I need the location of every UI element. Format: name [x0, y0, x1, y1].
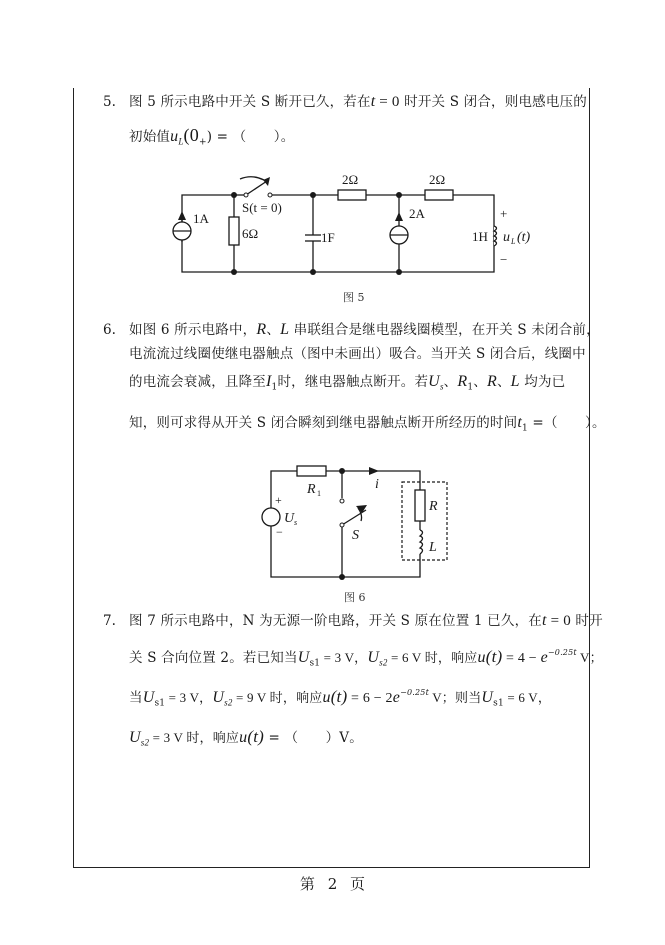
- figure-6-circuit: [255, 458, 465, 592]
- label-R1: R: [307, 482, 316, 497]
- var-I: I: [266, 373, 272, 390]
- page-number-value: 2: [327, 875, 338, 893]
- label-current-i: i: [375, 477, 379, 492]
- var-R: R: [256, 321, 267, 338]
- label-R: R: [429, 499, 438, 514]
- label-minus: −: [276, 525, 283, 539]
- q6-line-2: [129, 345, 586, 363]
- label-plus: +: [275, 493, 282, 507]
- label-switch: S(t = 0): [242, 200, 282, 215]
- sep: 、: [266, 322, 281, 338]
- sub-s1: s1: [309, 658, 321, 669]
- sub-L: L: [178, 136, 184, 147]
- var-u: u: [170, 128, 179, 145]
- var-U: U: [129, 729, 141, 746]
- value: = 6 V，: [503, 690, 552, 705]
- sep: 、: [443, 374, 458, 390]
- label-L: L: [429, 540, 437, 555]
- q6-line-3: [129, 373, 565, 397]
- q7-line-3: [129, 684, 551, 713]
- label-plus: +: [500, 206, 508, 221]
- equation: = 4 −: [502, 651, 541, 666]
- sub-plus: +: [198, 137, 207, 148]
- var-t: t: [370, 93, 376, 110]
- q7-text: 当: [129, 690, 143, 706]
- sub-1: 1: [522, 423, 528, 434]
- q7-line-4: [129, 728, 363, 752]
- value: = 6 V 时，响应: [387, 650, 478, 665]
- label-2ohm-right: 2Ω: [429, 172, 446, 187]
- sub-s2: s2: [140, 737, 150, 748]
- var-U: U: [142, 689, 155, 706]
- q7-eq: = 0: [546, 613, 571, 629]
- q7-line-2: [129, 644, 603, 673]
- paren-0: (0: [183, 125, 199, 145]
- q5-line-2: [129, 126, 294, 152]
- var-U: U: [297, 649, 310, 666]
- var-R: R: [486, 373, 497, 390]
- q7-text: 时开: [570, 613, 603, 629]
- label-uL: u: [503, 230, 510, 245]
- var-u: u: [477, 649, 486, 666]
- sub-s2: s2: [224, 697, 233, 708]
- figure-5-circuit: [160, 168, 540, 292]
- arg-t: (t): [330, 687, 348, 706]
- answer-blank: = （ ）V。: [263, 730, 363, 746]
- q6-text: 的电流会衰减，且降至: [129, 374, 266, 390]
- label-1A: 1A: [193, 211, 209, 226]
- sep: 、: [496, 374, 511, 390]
- page-prefix: 第: [299, 875, 315, 893]
- unit: V；: [576, 650, 603, 665]
- var-u: u: [322, 689, 331, 706]
- q5-line-1: [129, 93, 587, 111]
- question-number-6: 6.: [103, 322, 116, 338]
- sub-1: 1: [271, 382, 278, 393]
- label-uL-arg: (t): [517, 230, 531, 245]
- label-Us-sub: s: [294, 518, 298, 527]
- q6-text: 电流流过线圈使继电器触点（图中未画出）吸合。当开关 S 闭合后，线圈中: [129, 346, 586, 362]
- q5-eq: = 0: [375, 94, 400, 110]
- question-number-7: 7.: [103, 613, 116, 629]
- q5-text: 时开关 S 闭合，则电感电压的: [399, 94, 587, 110]
- var-t: t: [517, 414, 522, 431]
- var-U: U: [428, 373, 440, 390]
- q7-text: 关 S 合向位置 2。若已知当: [129, 650, 298, 666]
- label-2ohm-left: 2Ω: [342, 172, 359, 187]
- label-R1-sub: 1: [317, 489, 321, 498]
- q6-text: 均为已: [519, 374, 566, 390]
- q6-text: 知，则可求得从开关 S 闭合瞬刻到继电器触点断开所经历的时间: [129, 415, 518, 431]
- var-L: L: [510, 373, 520, 390]
- exponent: −0.25t: [400, 688, 429, 697]
- q6-text: 时，继电器触点断开。若: [277, 374, 429, 390]
- figure-6-caption: 图 6: [344, 591, 366, 604]
- value: = 3 V，: [165, 690, 213, 705]
- var-U: U: [481, 689, 494, 706]
- sep: 、: [473, 374, 487, 390]
- label-6ohm: 6Ω: [242, 226, 259, 241]
- var-U: U: [212, 689, 225, 706]
- q6-line-4: [129, 414, 606, 438]
- var-U: U: [367, 649, 380, 666]
- exponent: −0.25t: [547, 648, 577, 657]
- label-1H: 1H: [472, 229, 488, 244]
- page-number: [0, 873, 665, 894]
- equation: = 6 − 2: [347, 691, 393, 706]
- q5-text: 图 5 所示电路中开关 S 断开已久，若在: [129, 94, 371, 110]
- sub-s1: s1: [493, 698, 504, 709]
- arg-t: (t): [485, 647, 503, 666]
- q6-text: 如图 6 所示电路中，: [129, 322, 257, 338]
- sub-s: s: [439, 381, 444, 392]
- sub-1: 1: [467, 382, 474, 393]
- label-uL-sub: L: [511, 237, 516, 246]
- q6-text: 串联组合是继电器线圈模型，在开关 S 未闭合前，: [289, 322, 600, 338]
- var-e: e: [392, 689, 401, 706]
- answer-blank: =（ ）。: [527, 415, 606, 431]
- var-u: u: [239, 729, 248, 746]
- label-minus: −: [500, 252, 508, 267]
- label-Us: U: [284, 511, 295, 526]
- question-number-5: 5.: [103, 94, 116, 110]
- label-1F: 1F: [321, 230, 335, 245]
- unit: V；则当: [429, 690, 482, 705]
- var-e: e: [540, 649, 548, 666]
- var-t: t: [541, 612, 547, 629]
- value: = 3 V 时，响应: [149, 730, 240, 745]
- label-2A: 2A: [409, 206, 425, 221]
- answer-blank: ) = （ ）。: [206, 129, 295, 145]
- q7-line-1: [129, 612, 603, 630]
- var-L: L: [280, 321, 290, 338]
- sub-s1: s1: [154, 698, 166, 709]
- arg-t: (t): [247, 727, 264, 746]
- value: = 3 V，: [320, 650, 368, 665]
- var-R: R: [457, 373, 468, 390]
- q5-text: 初始值: [129, 129, 171, 145]
- sub-s2: s2: [379, 657, 388, 668]
- value: = 9 V 时，响应: [232, 690, 323, 705]
- q6-line-1: [129, 321, 600, 339]
- label-switch-S: S: [352, 528, 359, 543]
- page-suffix: 页: [350, 875, 366, 893]
- q7-text: 图 7 所示电路中，N 为无源一阶电路，开关 S 原在位置 1 已久，在: [129, 613, 542, 629]
- figure-5-caption: 图 5: [343, 291, 365, 304]
